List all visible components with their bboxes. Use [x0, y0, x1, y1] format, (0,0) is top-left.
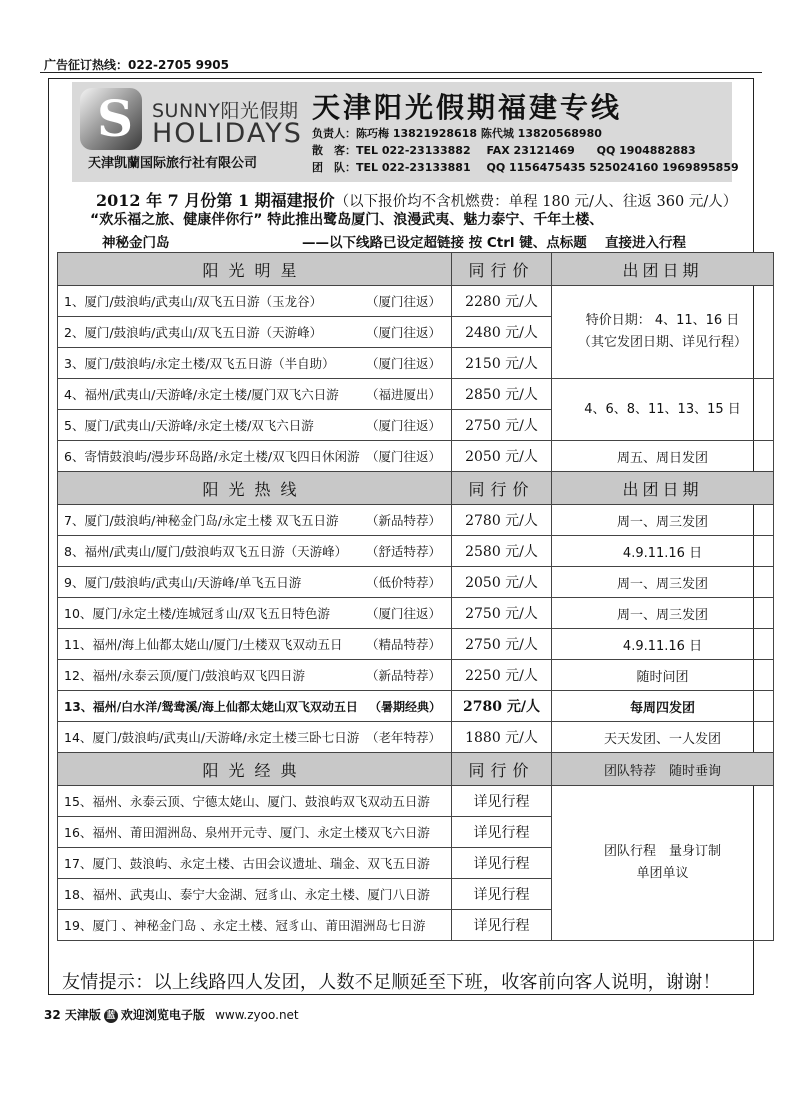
section-header-hotline: 阳光热线 同行价 出团日期 [58, 472, 774, 505]
table-row[interactable]: （舒适特荐） 8、福州/武夷山/厦门/鼓浪屿双飞五日游（天游峰） 2580 元/人 4.9.11.16 日 [58, 536, 774, 567]
table-row[interactable]: （低价特荐） 9、厦门/鼓浪屿/武夷山/天游峰/单飞五日游 2050 元/人 周一、周三发团 [58, 567, 774, 598]
website-link[interactable]: www.zyoo.net [215, 1008, 299, 1022]
contact-manager: 负责人：陈巧梅 13821928618 陈代城 13820568980 [312, 127, 602, 140]
table-row[interactable]: （精品特荐） 11、福州/海上仙都太姥山/厦门/土楼双飞双动五日 2750 元/人 4.9.11.16 日 [58, 629, 774, 660]
table-row[interactable]: （厦门往返） 3、厦门/鼓浪屿/永定土楼/双飞五日游（半自助） 2150 元/人 [58, 348, 774, 379]
date-cell-group: 团队行程 量身订制 单团单议 [552, 786, 774, 941]
table-row[interactable]: （厦门往返） 5、厦门/武夷山/天游峰/永定土楼/双飞六日游 2750 元/人 [58, 410, 774, 441]
logo-holidays-text: HOLIDAYS [152, 118, 303, 149]
page-footer: 32 天津版 蓝 欢迎浏览电子版 www.zyoo.net [44, 1008, 299, 1022]
company-name: 天津凯蘭国际旅行社有限公司 [88, 156, 258, 171]
table-row[interactable]: （老年特荐） 14、厦门/鼓浪屿/武夷山/天游峰/永定土楼三卧七日游 1880 元/人 天天发团、一人发团 [58, 722, 774, 753]
price-table [57, 252, 774, 941]
section-header-classic: 阳光经典 同行价 团队特荐 随时垂询 [58, 753, 774, 786]
table-row[interactable]: （新品特荐） 7、厦门/鼓浪屿/神秘金门岛/永定土楼 双飞五日游 2780 元/人 周一、周三发团 [58, 505, 774, 536]
issue-heading: 2012 年 7 月份第 1 期福建报价（以下报价均不含机燃费：单程 180 元/人、往返 360 元/人） [96, 191, 738, 210]
promo-line: “欢乐福之旅、健康伴你行” 特此推出鹭岛厦门、浪漫武夷、魅力泰宁、千年土楼、 [90, 212, 604, 228]
top-divider [40, 72, 762, 73]
edition-badge-icon: 蓝 [104, 1009, 118, 1023]
table-row[interactable]: （厦门往返） 1、厦门/鼓浪屿/武夷山/双飞五日游（玉龙谷） 2280 元/人 特价日期： 4、11、16 日 （其它发团日期、详见行程） [58, 286, 774, 317]
ad-hotline: 广告征订热线：022-2705 9905 [44, 58, 230, 72]
section-header-stars: 阳光明星 同行价 出团日期 [58, 253, 774, 286]
date-cell-special: 特价日期： 4、11、16 日 （其它发团日期、详见行程） [552, 286, 774, 379]
friendly-notice: 友情提示：以上线路四人发团，人数不足顺延至下班，收客前向客人说明，谢谢！ [62, 972, 721, 993]
table-row[interactable]: （厦门往返） 10、厦门/永定土楼/连城冠豸山/双飞五日特色游 2750 元/人 周一、周三发团 [58, 598, 774, 629]
contact-group: 团 队：TEL 022-23133881 QQ 1156475435 525024160 1969895859 [312, 161, 739, 174]
table-row-highlight[interactable]: （暑期经典） 13、福州/白水洋/鸳鸯溪/海上仙都太姥山双飞双动五日 2780 元/人 每周四发团 [58, 691, 774, 722]
table-row[interactable]: 17、厦门、鼓浪屿、永定土楼、古田会议遗址、瑞金、双飞五日游 详见行程 [58, 848, 774, 879]
table-row[interactable]: （福进厦出） 4、福州/武夷山/天游峰/永定土楼/厦门双飞六日游 2850 元/人 4、6、8、11、13、15 日 [58, 379, 774, 410]
table-row[interactable]: 16、福州、莆田湄洲岛、泉州开元寺、厦门、永定土楼双飞六日游 详见行程 [58, 817, 774, 848]
table-row[interactable]: 18、福州、武夷山、泰宁大金湖、冠豸山、永定土楼、厦门八日游 详见行程 [58, 879, 774, 910]
date-cell-range: 4、6、8、11、13、15 日 [552, 379, 774, 441]
logo-sunny-text: SUNNY阳光假期 [152, 100, 299, 122]
promo-line-2: 神秘金门岛 ——以下线路已设定超链接 按 Ctrl 键、点标题 直接进入行程 [102, 235, 686, 251]
sunny-logo-icon: S [80, 88, 142, 150]
brand-title: 天津阳光假期福建专线 [312, 91, 623, 124]
table-row[interactable]: 15、福州、永泰云顶、宁德太姥山、厦门、鼓浪屿双飞双动五日游 详见行程 团队行程 量身订制 单团单议 [58, 786, 774, 817]
table-row[interactable]: 19、厦门 、神秘金门岛 、永定土楼、冠豸山、莆田湄洲岛七日游 详见行程 [58, 910, 774, 941]
table-row[interactable]: （厦门往返） 2、厦门/鼓浪屿/武夷山/双飞五日游（天游峰） 2480 元/人 [58, 317, 774, 348]
table-row[interactable]: （新品特荐） 12、福州/永泰云顶/厦门/鼓浪屿双飞四日游 2250 元/人 随时问团 [58, 660, 774, 691]
table-row[interactable]: （厦门往返） 6、寄情鼓浪屿/漫步环岛路/永定土楼/双飞四日休闲游 2050 元/人 周五、周日发团 [58, 441, 774, 472]
contact-individual: 散 客：TEL 022-23133882 FAX 23121469 QQ 1904882883 [312, 144, 696, 157]
